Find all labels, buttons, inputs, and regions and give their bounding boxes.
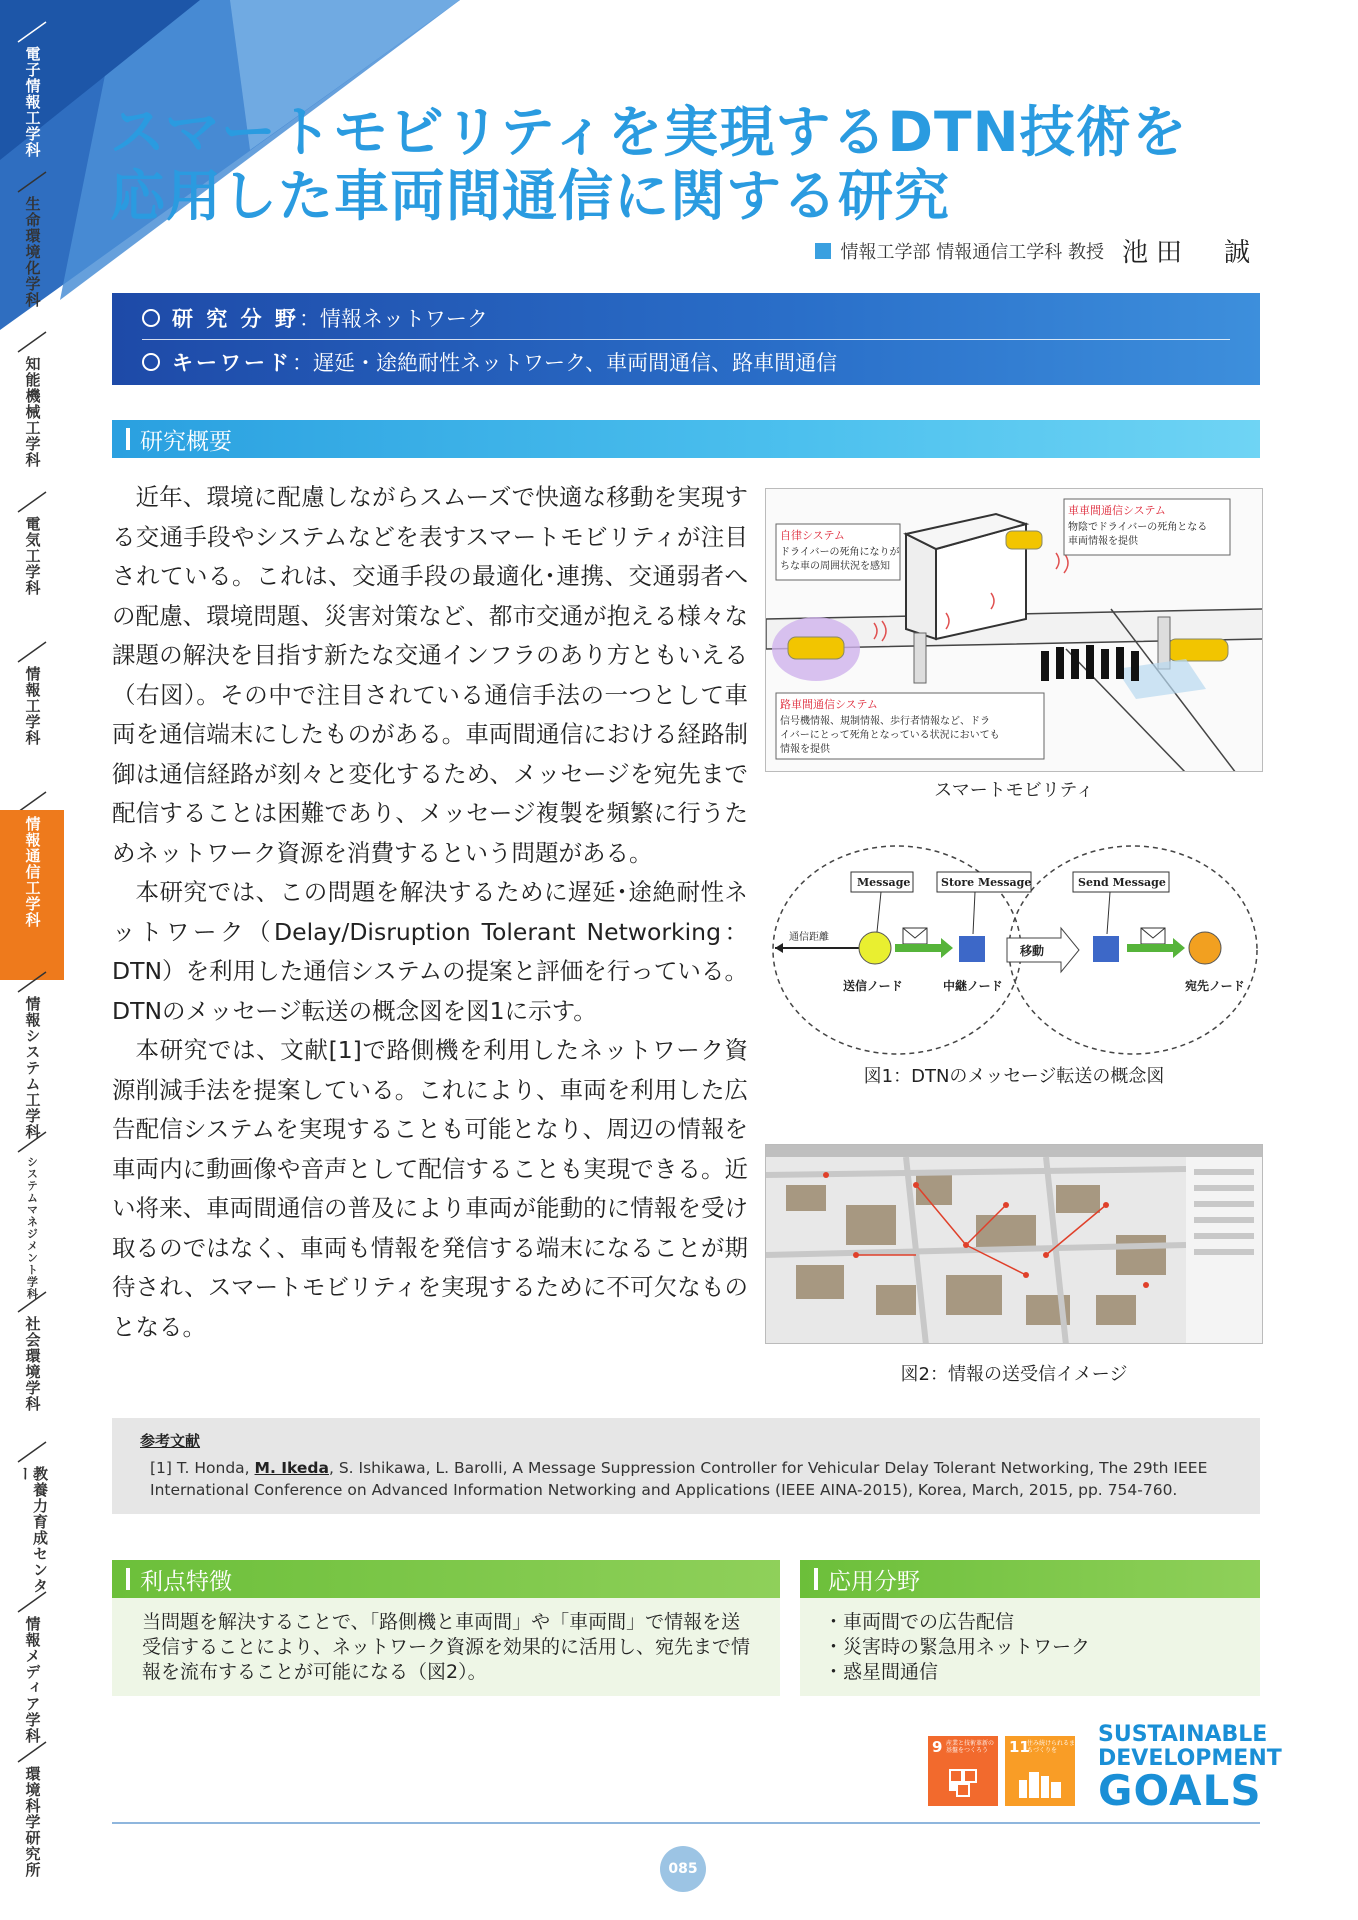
smart-mobility-figure [765, 488, 1263, 772]
keyword-value: ：遅延・途絶耐性ネットワーク、車両間通信、路車間通信 [292, 351, 838, 375]
reference-rest: , S. Ishikawa, L. Barolli, A Message Suppression Controller for Vehicular Delay Tolerant Networking, The 29th IEEE International Conference on Advanced Information Networking and Applications (IEEE AINA-2015), Korea, March, 2015, pp. 754-760. [150, 1459, 1208, 1499]
side-index-label: 情報メディア学科 [23, 1616, 42, 1744]
side-index-label: 生命環境化学科 [23, 196, 42, 308]
side-index-item[interactable] [0, 1460, 64, 1600]
label-v2v-text: 物陰でドライバーの死角となる [1068, 522, 1208, 533]
page-number: 085 [660, 1846, 706, 1892]
side-index-item[interactable] [0, 660, 64, 800]
footer-divider [112, 1822, 1260, 1824]
simulation-screenshot-figure [765, 1144, 1263, 1344]
side-index-item[interactable] [0, 1760, 64, 1910]
bar-icon [126, 1568, 130, 1590]
circle-icon [142, 309, 160, 327]
applications-list [800, 1598, 1260, 1696]
side-index-label: 情報工学科 [23, 666, 42, 746]
section-advantages-title: 利点特徴 [140, 1568, 232, 1595]
reference-entry [140, 1457, 1232, 1501]
page-title [110, 100, 1230, 228]
side-index-item[interactable] [0, 1310, 64, 1450]
label-v2v-text: 車両情報を提供 [1068, 536, 1138, 547]
circle-icon [142, 353, 160, 371]
message-label: Message [857, 876, 911, 889]
divider [142, 339, 1230, 340]
side-index-label: 電子情報工学科 [23, 46, 42, 158]
side-index-item[interactable] [0, 1610, 64, 1750]
side-index-item[interactable] [0, 350, 64, 500]
sdg-number: 9 [932, 1738, 943, 1756]
label-r2v-title: 路車間通信システム [780, 698, 878, 711]
list-item: ・惑星間通信 [824, 1661, 939, 1683]
sdg-goal-9-icon [928, 1736, 998, 1806]
label-r2v-text: イバーにとって死角となっている状況においても [780, 730, 1000, 741]
section-applications-title: 応用分野 [828, 1568, 920, 1595]
label-auto-text: ちな車の周囲状況を感知 [780, 561, 890, 572]
label-auto-title: 自律システム [780, 529, 845, 542]
side-index-item[interactable] [0, 510, 64, 650]
side-index-label: 環境科学研究所 [23, 1766, 42, 1878]
figure-caption: 図2：情報の送受信イメージ [900, 1364, 1128, 1385]
label-r2v-text: 情報を提供 [780, 744, 830, 755]
reference-prefix: [1] T. Honda, [150, 1459, 255, 1477]
research-field-row [142, 303, 488, 333]
relay-node-label: 中継ノード [943, 979, 1003, 993]
sdg-tile-text: 産業と技術革新の基盤をつくろう [946, 1740, 995, 1754]
section-applications-header [800, 1560, 1260, 1598]
range-label: 通信距離 [789, 932, 829, 943]
sdg-number: 11 [1009, 1738, 1030, 1756]
reference-highlight-author: M. Ikeda [254, 1459, 329, 1477]
side-index-label: 電気工学科 [23, 516, 42, 596]
side-index-item[interactable] [0, 1150, 64, 1300]
side-index-label: 情報通信工学科 [23, 816, 42, 928]
keyword-key: キーワード [172, 351, 292, 375]
department-index [0, 40, 64, 1920]
research-field-key: 研 究 分 野 [172, 307, 299, 331]
title-line-1: スマートモビリティを実現するDTN技術を [110, 100, 1188, 164]
sdg-logo-word: DEVELOPMENT [1098, 1746, 1282, 1771]
send-message-label: Send Message [1078, 876, 1166, 889]
side-index-item[interactable] [0, 990, 64, 1140]
paragraph: 近年、環境に配慮しながらスムーズで快適な移動を実現する交通手段やシステムなどを表すスマートモビリティが注目されている。これは、交通手段の最適化･連携、交通弱者への配慮、環境問題、災害対策など、都市交通が抱える様々な課題の解決を目指す新たな交通インフラのあり方ともいえる（右図）。その中で注目されている通信手法の一つとして車両を通信端末にしたものがある。車両間通信における経路制御は通信経路が刻々と変化するため、メッセージを宛先まで配信することは困難であり、メッセージ複製を頻繁に行うためネットワーク資源を消費するという問題がある。 [112, 483, 748, 867]
paragraph: 本研究では、文献[1]で路側機を利用したネットワーク資源削減手法を提案している。これにより、車両を利用した広告配信システムを実現することも可能となり、周辺の情報を車両内に動画像や音声として配信することも実現できる。近い将来、車両間通信の普及により車両が能動的に情報を受け取るのではなく、車両も情報を発信する端末になることが期待され、スマートモビリティを実現するために不可欠なものとなる。 [112, 1036, 748, 1341]
figure-caption: スマートモビリティ [934, 780, 1094, 801]
overview-body [112, 478, 748, 1347]
advantages-body: 当問題を解決することで、「路側機と車両間」や「車両間」で情報を送受信することにより、ネットワーク資源を効果的に活用し、宛先まで情報を流布することが可能になる（図2）。 [112, 1598, 780, 1696]
move-label: 移動 [1020, 944, 1045, 958]
sender-node-label: 送信ノード [843, 979, 903, 993]
side-index-label: システムマネジメント学科 [25, 1156, 39, 1300]
sdg-tile-text: 住み続けられるまちづくりを [1027, 1740, 1076, 1754]
dtn-concept-figure [765, 840, 1263, 1060]
research-field-box [112, 293, 1260, 385]
sdg-logo-word: SUSTAINABLE [1098, 1722, 1268, 1747]
section-overview-title: 研究概要 [140, 428, 232, 455]
references-box [112, 1418, 1260, 1514]
list-item: ・車両間での広告配信 [824, 1611, 1015, 1633]
square-icon [815, 243, 831, 259]
author-department: 情報工学部 情報通信工学科 教授 [840, 241, 1104, 263]
side-index-item[interactable] [0, 190, 64, 340]
store-message-label: Store Message [941, 876, 1032, 889]
label-auto-text: ドライバーの死角になりが [780, 547, 900, 558]
side-index-label: 教養力育成センター [16, 1466, 49, 1594]
list-item: ・災害時の緊急用ネットワーク [824, 1636, 1091, 1658]
section-overview-header [112, 420, 1260, 458]
side-index-label: 知能機械工学科 [23, 356, 42, 468]
title-line-2: 応用した車両間通信に関する研究 [110, 164, 951, 228]
side-index-item[interactable] [0, 810, 64, 980]
research-field-value: ：情報ネットワーク [298, 307, 488, 331]
side-index-item[interactable] [0, 40, 64, 180]
sdg-logo-word: GOALS [1098, 1766, 1262, 1815]
section-advantages-header [112, 1560, 780, 1598]
bar-icon [814, 1568, 818, 1590]
label-v2v-title: 車車間通信システム [1068, 504, 1166, 517]
author-line [815, 232, 1258, 269]
side-index-label: 情報システム工学科 [23, 996, 42, 1140]
references-title: 参考文献 [140, 1432, 201, 1450]
sdg-goal-11-icon [1005, 1736, 1075, 1806]
side-index-label: 社会環境学科 [23, 1316, 42, 1412]
label-r2v-text: 信号機情報、規制情報、歩行者情報など、ドラ [780, 716, 990, 727]
author-name: 池田 誠 [1121, 238, 1258, 268]
bar-icon [126, 428, 130, 450]
paragraph: 本研究では、この問題を解決するために遅延･途絶耐性ネットワーク（Delay/Disruption Tolerant Networking：DTN）を利用した通信システムの提案と評価を行っている。DTNのメッセージ転送の概念図を図1に示す。 [112, 878, 748, 1025]
figure-caption: 図1：DTNのメッセージ転送の概念図 [863, 1066, 1165, 1087]
keyword-row [142, 347, 837, 377]
destination-node-label: 宛先ノード [1185, 979, 1245, 993]
